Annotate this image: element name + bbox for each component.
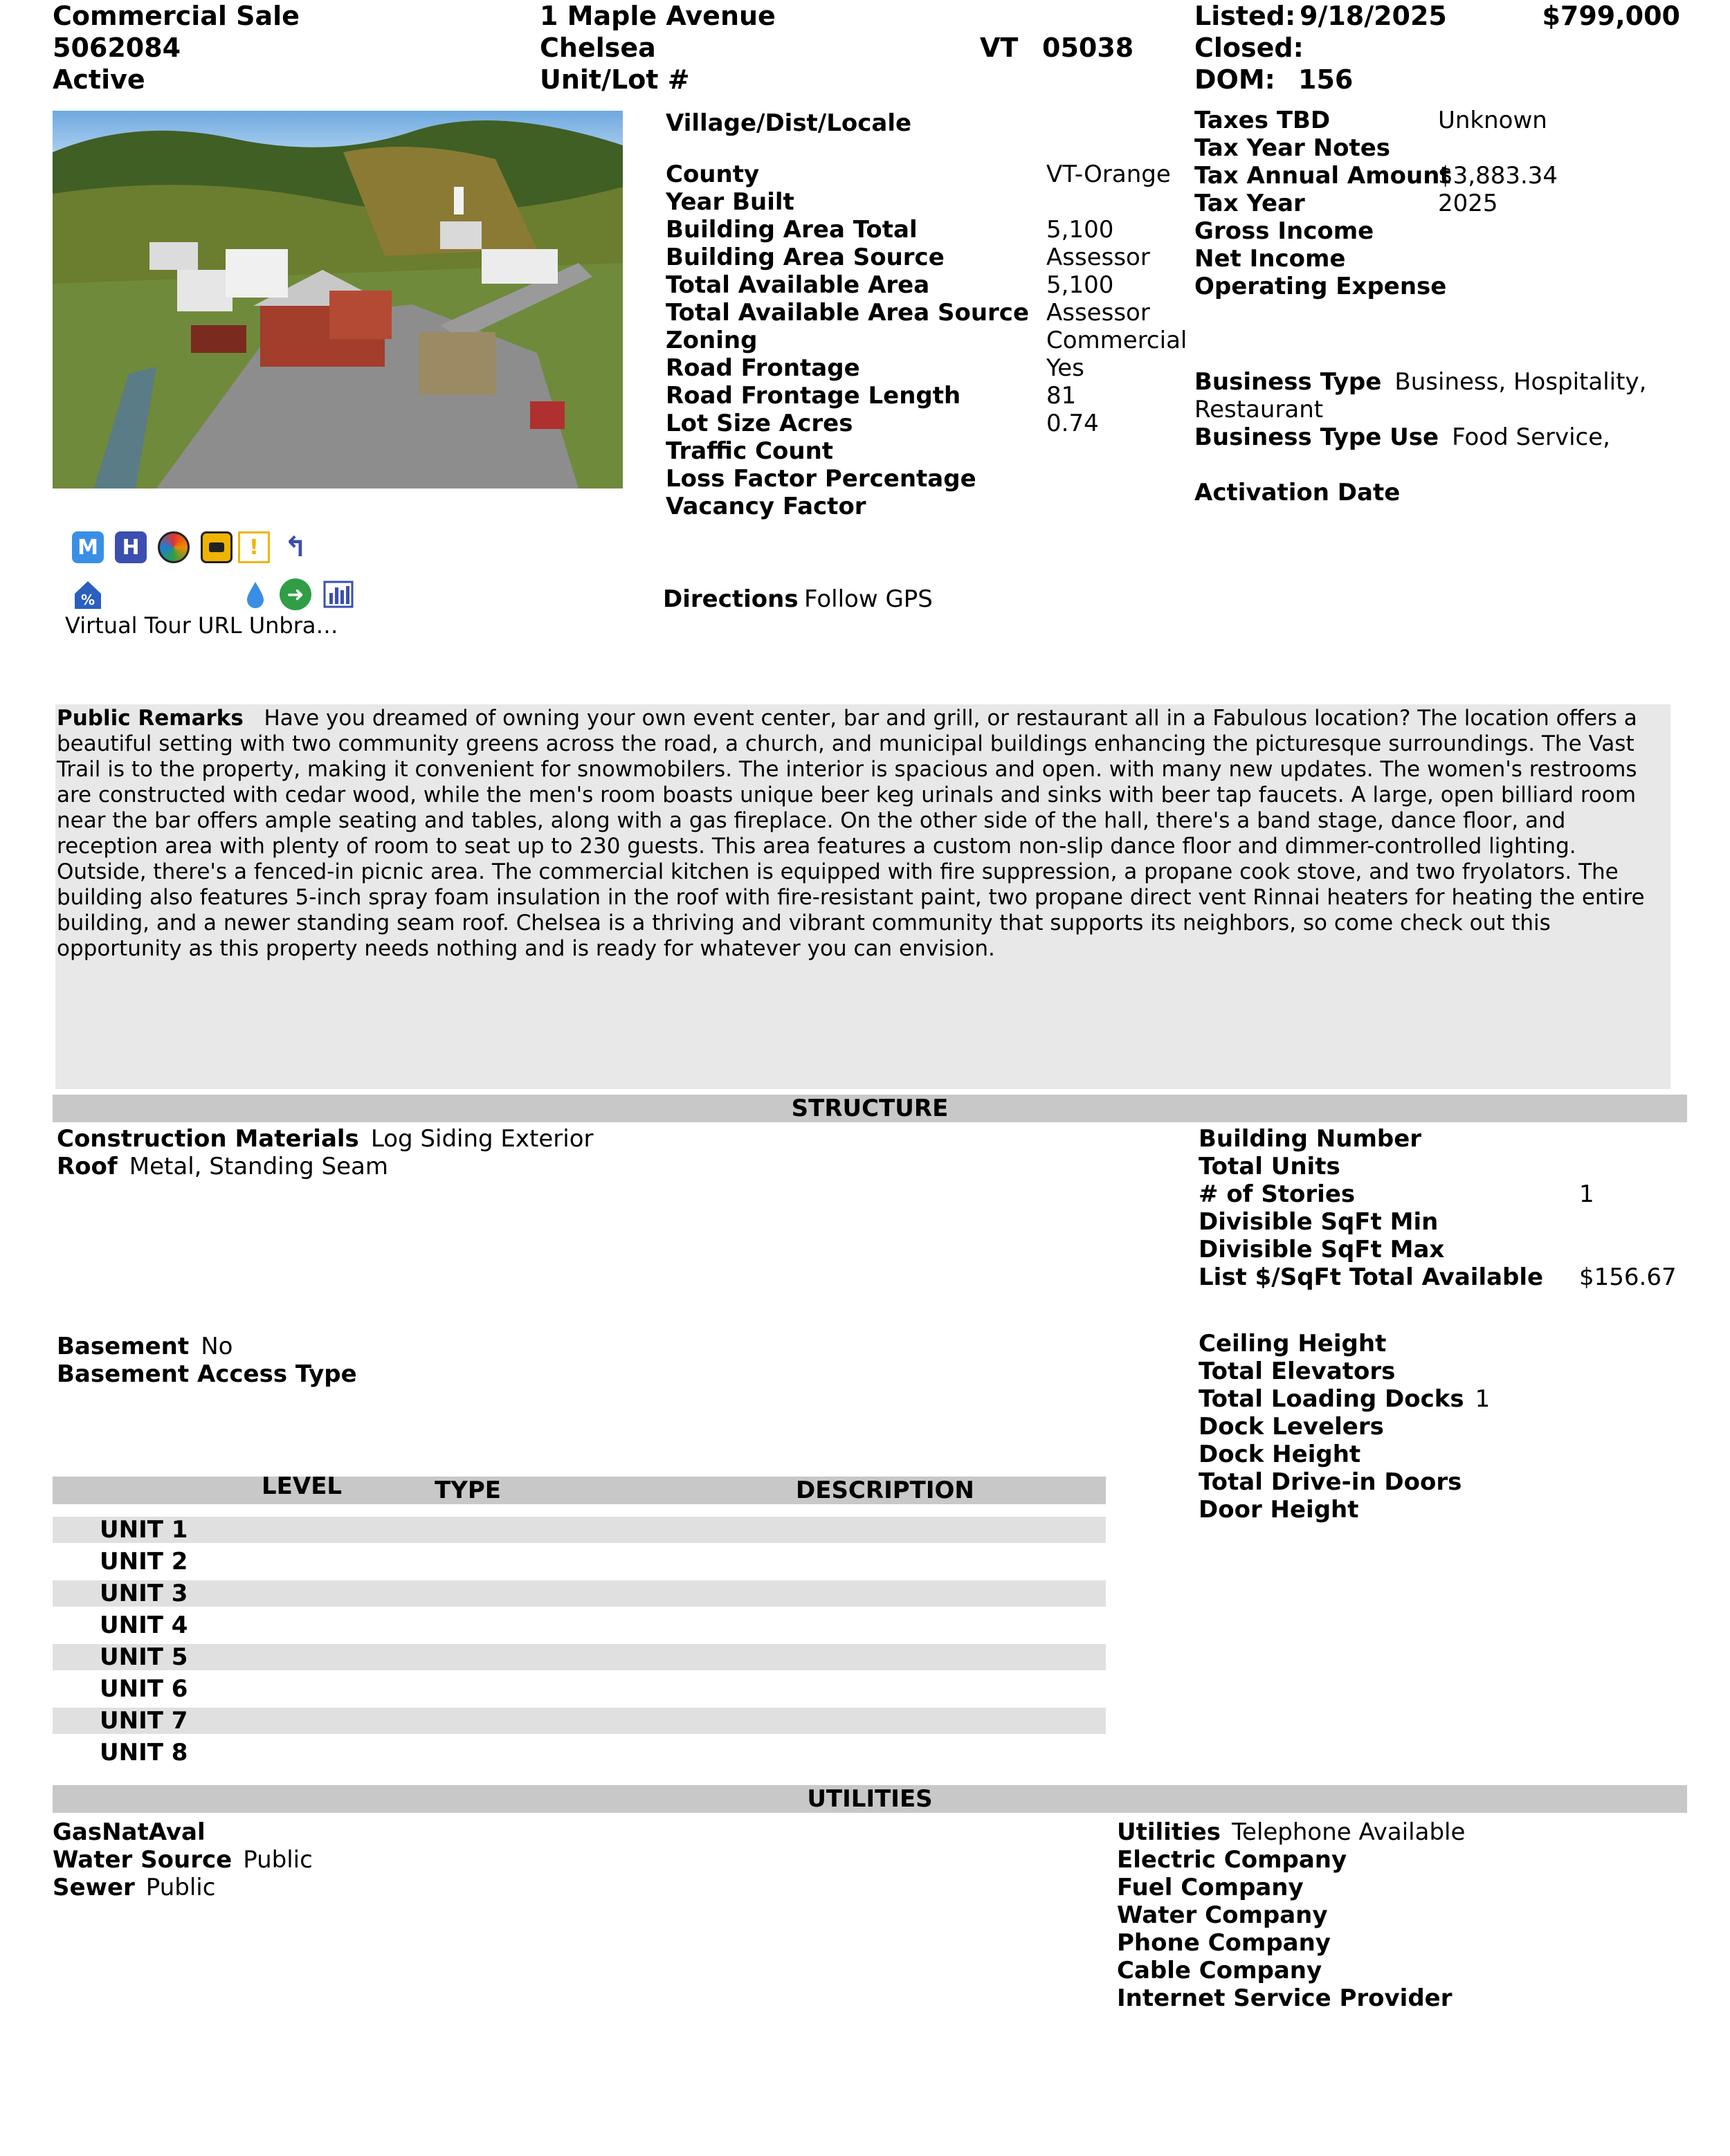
public-remarks-label: Public Remarks bbox=[57, 706, 244, 731]
structure-right-values bbox=[1579, 1125, 1677, 1291]
structure-value: 1 bbox=[1579, 1180, 1594, 1208]
business-type-label: Business Type bbox=[1194, 368, 1382, 396]
directions-value: Follow GPS bbox=[804, 585, 933, 613]
structure-value: $156.67 bbox=[1579, 1263, 1677, 1291]
detail-label: Total Available Area Source bbox=[666, 299, 1030, 327]
utility-row: Water Source Public bbox=[53, 1846, 313, 1874]
map-icon[interactable] bbox=[201, 531, 233, 563]
mls-number: 5062084 bbox=[53, 33, 181, 63]
detail-label: Loss Factor Percentage bbox=[666, 465, 976, 493]
detail-label: Building Area Total bbox=[666, 216, 918, 244]
h-icon[interactable]: H bbox=[115, 531, 147, 563]
detail-label: Lot Size Acres bbox=[666, 410, 853, 437]
structure-label: Dock Levelers bbox=[1199, 1413, 1384, 1441]
table-row bbox=[53, 1580, 1106, 1607]
detail-label: Year Built bbox=[666, 188, 794, 216]
detail-label: Vacancy Factor bbox=[666, 493, 866, 520]
tax-value bbox=[1438, 217, 1558, 245]
tax-value: $3,883.34 bbox=[1438, 162, 1558, 190]
dom-label: DOM: bbox=[1194, 64, 1275, 95]
unit-label: UNIT 2 bbox=[100, 1548, 188, 1575]
type-header: TYPE bbox=[435, 1477, 501, 1504]
detail-label: Building Area Source bbox=[666, 244, 945, 271]
percent-house-icon[interactable] bbox=[72, 578, 104, 610]
basement-access-label: Basement Access Type bbox=[57, 1360, 357, 1388]
structure-right-labels bbox=[1199, 1125, 1543, 1291]
walk-icon[interactable]: ↰ bbox=[284, 531, 307, 563]
business-type bbox=[1194, 368, 1646, 396]
tax-value bbox=[1438, 245, 1558, 273]
description-header: DESCRIPTION bbox=[796, 1477, 974, 1504]
closed-label: Closed: bbox=[1194, 33, 1304, 63]
utilities-header: UTILITIES bbox=[53, 1785, 1687, 1813]
detail-value bbox=[1046, 188, 1187, 216]
structure-label: Total Elevators bbox=[1199, 1358, 1396, 1385]
state: VT bbox=[980, 33, 1019, 63]
construction-value: Log Siding Exterior bbox=[370, 1125, 594, 1153]
detail-value bbox=[1046, 437, 1187, 465]
detail-label: Road Frontage Length bbox=[666, 382, 961, 410]
structure-right-labels-2 bbox=[1199, 1330, 1490, 1524]
structure-label: Dock Height bbox=[1199, 1441, 1361, 1468]
roof-value: Metal, Standing Seam bbox=[129, 1153, 388, 1180]
detail-value bbox=[1046, 465, 1187, 493]
structure-label: Total Loading Docks 1 bbox=[1199, 1385, 1491, 1413]
business-type-use bbox=[1194, 423, 1610, 451]
detail-value: Yes bbox=[1046, 354, 1084, 382]
units-table-header bbox=[53, 1472, 1106, 1504]
detail-label: Road Frontage bbox=[666, 354, 860, 382]
directions-label: Directions bbox=[663, 585, 799, 613]
business-type-value: Business, Hospitality, bbox=[1394, 368, 1647, 396]
public-remarks bbox=[55, 704, 1670, 1089]
structure-value bbox=[1579, 1125, 1677, 1153]
address: 1 Maple Avenue bbox=[540, 1, 776, 31]
detail-value: Commercial bbox=[1046, 327, 1187, 354]
structure-header: STRUCTURE bbox=[53, 1095, 1687, 1122]
structure-value bbox=[1579, 1153, 1677, 1180]
enter-icon[interactable]: ➜ bbox=[280, 578, 311, 610]
details-values bbox=[1046, 161, 1187, 520]
detail-value: VT-Orange bbox=[1046, 161, 1171, 188]
tax-label: Tax Year bbox=[1194, 190, 1305, 217]
detail-value: Assessor bbox=[1046, 299, 1150, 327]
tax-value bbox=[1438, 273, 1558, 300]
listing-status: Active bbox=[53, 64, 145, 95]
utilities-right bbox=[1117, 1818, 1465, 2012]
tax-label: Taxes TBD bbox=[1194, 107, 1331, 134]
property-photo[interactable] bbox=[53, 111, 623, 488]
detail-value: 0.74 bbox=[1046, 410, 1099, 437]
level-header: LEVEL bbox=[262, 1472, 343, 1500]
table-row bbox=[53, 1517, 1106, 1543]
unit-label: UNIT 7 bbox=[100, 1707, 188, 1735]
basement bbox=[57, 1333, 233, 1360]
tax-values bbox=[1438, 107, 1558, 300]
construction-materials bbox=[57, 1125, 593, 1153]
structure-label: Ceiling Height bbox=[1199, 1330, 1387, 1358]
m-icon[interactable]: M bbox=[72, 531, 104, 563]
tax-value bbox=[1438, 134, 1558, 162]
utility-row: Electric Company bbox=[1117, 1846, 1347, 1874]
table-row bbox=[53, 1708, 1106, 1734]
utility-row: Phone Company bbox=[1117, 1929, 1331, 1957]
water-drop-icon[interactable] bbox=[239, 578, 271, 610]
utilities-left bbox=[53, 1818, 313, 1901]
svg-text:%: % bbox=[80, 592, 95, 608]
structure-label: Divisible SqFt Min bbox=[1199, 1208, 1439, 1236]
detail-label: County bbox=[666, 161, 760, 188]
color-wheel-icon[interactable] bbox=[158, 531, 190, 563]
property-type: Commercial Sale bbox=[53, 1, 300, 31]
detail-label: Traffic Count bbox=[666, 437, 834, 465]
unit-label: UNIT 6 bbox=[100, 1675, 188, 1703]
listed-label: Listed: bbox=[1194, 1, 1296, 31]
structure-label: Divisible SqFt Max bbox=[1199, 1236, 1445, 1263]
utility-row: Internet Service Provider bbox=[1117, 1984, 1453, 2012]
detail-value: 5,100 bbox=[1046, 216, 1114, 244]
table-row bbox=[53, 1612, 1106, 1638]
table-row bbox=[53, 1549, 1106, 1575]
alert-icon[interactable]: ! bbox=[238, 531, 270, 563]
structure-label: Door Height bbox=[1199, 1496, 1359, 1524]
roof-label: Roof bbox=[57, 1153, 118, 1180]
unit-label: UNIT 8 bbox=[100, 1739, 188, 1766]
virtual-tour-link[interactable]: Virtual Tour URL Unbra… bbox=[65, 612, 338, 639]
business-type-value-cont: Restaurant bbox=[1194, 396, 1324, 423]
price: $799,000 bbox=[1542, 1, 1680, 31]
tax-label: Tax Annual Amount bbox=[1194, 162, 1451, 190]
unit-lot: Unit/Lot # bbox=[540, 64, 690, 95]
utility-row: GasNatAval bbox=[53, 1818, 206, 1846]
detail-value: 81 bbox=[1046, 382, 1077, 410]
utility-row: Cable Company bbox=[1117, 1957, 1322, 1984]
tax-value: Unknown bbox=[1438, 107, 1547, 134]
structure-label: Total Drive-in Doors bbox=[1199, 1468, 1462, 1496]
unit-label: UNIT 1 bbox=[100, 1516, 188, 1544]
business-type-use-value: Food Service, bbox=[1452, 423, 1610, 451]
structure-value bbox=[1579, 1208, 1677, 1236]
tax-label: Tax Year Notes bbox=[1194, 134, 1390, 162]
structure-label: List $/SqFt Total Available bbox=[1199, 1263, 1544, 1291]
village-label: Village/Dist/Locale bbox=[666, 109, 912, 137]
tax-label: Gross Income bbox=[1194, 217, 1374, 245]
tax-label: Net Income bbox=[1194, 245, 1346, 273]
loading-docks-value: 1 bbox=[1475, 1385, 1491, 1413]
details-labels bbox=[666, 161, 1029, 520]
utility-row: Water Company bbox=[1117, 1901, 1328, 1929]
chart-icon[interactable] bbox=[322, 578, 354, 610]
detail-value: Assessor bbox=[1046, 244, 1150, 271]
public-remarks-text: Have you dreamed of owning your own event center, bar and grill, or restaurant all in a Fabulous location? The location offers a beautiful setting with two community greens across the road, a church, and municipal buildings enhancing the picturesque surroundings. The Vast Trail is to the property, making it convenient for snowmobilers. The interior is spacious and open. with many new updates. The women's restrooms are constructed with cedar wood, while the men's room boasts unique beer keg urinals and sinks with beer tap faucets. A large, open billiard room near the bar offers ample seating and tables, along with a gas fireplace. On the other side of the hall, there's a band stage, dance floor, and reception area with plenty of room to seat up to 230 guests. This area features a custom non-slip dance floor and dimmer-controlled lighting. Outside, there's a fenced-in picnic area. The commercial kitchen is equipped with fire suppression, a propane cook stove, and two fryolators. The building also features 5-inch spray foam insulation in the roof with fire-resistant paint, two propane direct vent Rinnai heaters for heating the entire building, and a newer standing seam roof. Chelsea is a thriving and vibrant community that supports its neighbors, so come check out this opportunity as this property needs nothing and is ready for whatever you can envision. bbox=[57, 706, 1645, 961]
business-type-use-label: Business Type Use bbox=[1194, 423, 1439, 451]
zip: 05038 bbox=[1042, 33, 1134, 63]
activation-date-label: Activation Date bbox=[1194, 479, 1401, 506]
structure-label: # of Stories bbox=[1199, 1180, 1356, 1208]
basement-label: Basement bbox=[57, 1333, 190, 1360]
structure-label: Total Units bbox=[1199, 1153, 1340, 1180]
construction-label: Construction Materials bbox=[57, 1125, 359, 1153]
table-row bbox=[53, 1644, 1106, 1670]
table-row bbox=[53, 1676, 1106, 1702]
tax-label: Operating Expense bbox=[1194, 273, 1447, 300]
tax-value: 2025 bbox=[1438, 190, 1498, 217]
listed-date: 9/18/2025 bbox=[1300, 1, 1447, 31]
roof bbox=[57, 1153, 388, 1180]
city: Chelsea bbox=[540, 33, 656, 63]
detail-value bbox=[1046, 493, 1187, 520]
structure-label: Building Number bbox=[1199, 1125, 1422, 1153]
detail-label: Zoning bbox=[666, 327, 758, 354]
utility-row: Fuel Company bbox=[1117, 1874, 1304, 1901]
unit-label: UNIT 3 bbox=[100, 1580, 188, 1607]
utility-row: Sewer Public bbox=[53, 1874, 216, 1901]
tax-labels bbox=[1194, 107, 1451, 300]
unit-label: UNIT 5 bbox=[100, 1643, 188, 1671]
unit-label: UNIT 4 bbox=[100, 1611, 188, 1639]
table-row bbox=[53, 1739, 1106, 1766]
dom-value: 156 bbox=[1298, 64, 1354, 95]
basement-value: No bbox=[201, 1333, 233, 1360]
utility-row: Utilities Telephone Available bbox=[1117, 1818, 1466, 1846]
detail-label: Total Available Area bbox=[666, 271, 930, 299]
detail-value: 5,100 bbox=[1046, 271, 1114, 299]
structure-value bbox=[1579, 1236, 1677, 1263]
